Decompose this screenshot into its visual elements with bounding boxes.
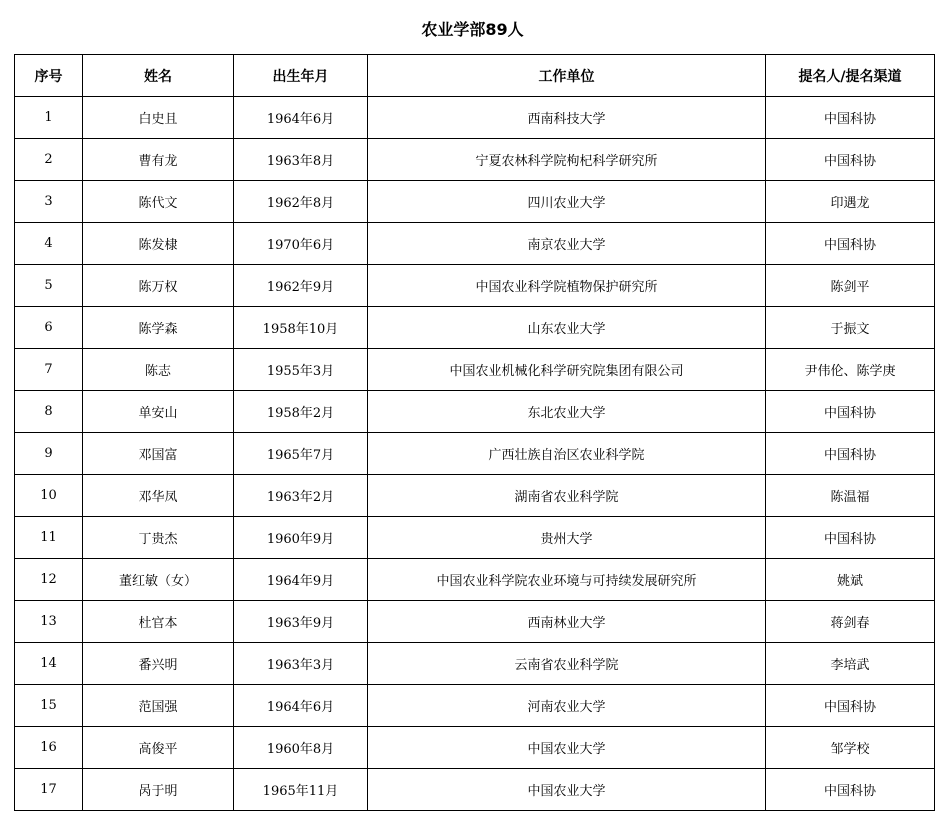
document-title: 农业学部89人 bbox=[421, 20, 524, 39]
cell-name: 邓华凤 bbox=[83, 475, 234, 517]
table-row bbox=[15, 97, 935, 139]
cell-birth: 1960年9月 bbox=[234, 517, 368, 559]
cell-name: 单安山 bbox=[83, 391, 234, 433]
cell-nominator: 尹伟伦、陈学庚 bbox=[766, 349, 935, 391]
cell-name: 白史且 bbox=[83, 97, 234, 139]
cell-unit: 中国农业大学 bbox=[368, 727, 766, 769]
cell-nominator: 陈温福 bbox=[766, 475, 935, 517]
table-row bbox=[15, 559, 935, 601]
header-index: 序号 bbox=[15, 55, 83, 97]
cell-index: 13 bbox=[15, 601, 83, 643]
cell-index: 11 bbox=[15, 517, 83, 559]
cell-unit: 宁夏农林科学院枸杞科学研究所 bbox=[368, 139, 766, 181]
cell-nominator: 中国科协 bbox=[766, 97, 935, 139]
cell-index: 9 bbox=[15, 433, 83, 475]
cell-nominator: 于振文 bbox=[766, 307, 935, 349]
cell-unit: 东北农业大学 bbox=[368, 391, 766, 433]
cell-index: 10 bbox=[15, 475, 83, 517]
table-row bbox=[15, 601, 935, 643]
cell-birth: 1963年8月 bbox=[234, 139, 368, 181]
cell-birth: 1960年8月 bbox=[234, 727, 368, 769]
cell-unit: 中国农业科学院农业环境与可持续发展研究所 bbox=[368, 559, 766, 601]
table-body bbox=[15, 97, 935, 811]
cell-birth: 1970年6月 bbox=[234, 223, 368, 265]
cell-name: 高俊平 bbox=[83, 727, 234, 769]
cell-nominator: 蒋剑春 bbox=[766, 601, 935, 643]
table-row bbox=[15, 307, 935, 349]
cell-index: 2 bbox=[15, 139, 83, 181]
cell-name: 陈代文 bbox=[83, 181, 234, 223]
cell-index: 1 bbox=[15, 97, 83, 139]
table-row bbox=[15, 643, 935, 685]
header-birth: 出生年月 bbox=[234, 55, 368, 97]
cell-index: 4 bbox=[15, 223, 83, 265]
table-row bbox=[15, 349, 935, 391]
cell-birth: 1964年6月 bbox=[234, 97, 368, 139]
table-row bbox=[15, 769, 935, 811]
cell-name: 陈志 bbox=[83, 349, 234, 391]
cell-unit: 广西壮族自治区农业科学院 bbox=[368, 433, 766, 475]
cell-unit: 河南农业大学 bbox=[368, 685, 766, 727]
table-header-row bbox=[15, 55, 935, 97]
cell-nominator: 中国科协 bbox=[766, 391, 935, 433]
cell-unit: 云南省农业科学院 bbox=[368, 643, 766, 685]
cell-nominator: 中国科协 bbox=[766, 223, 935, 265]
cell-unit: 南京农业大学 bbox=[368, 223, 766, 265]
cell-nominator: 中国科协 bbox=[766, 139, 935, 181]
cell-index: 15 bbox=[15, 685, 83, 727]
cell-index: 17 bbox=[15, 769, 83, 811]
cell-index: 7 bbox=[15, 349, 83, 391]
header-name: 姓名 bbox=[83, 55, 234, 97]
cell-name: 董红敏（女） bbox=[83, 559, 234, 601]
cell-index: 16 bbox=[15, 727, 83, 769]
cell-nominator: 中国科协 bbox=[766, 517, 935, 559]
cell-name: 杜官本 bbox=[83, 601, 234, 643]
cell-birth: 1965年11月 bbox=[234, 769, 368, 811]
table-row bbox=[15, 475, 935, 517]
cell-name: 陈万权 bbox=[83, 265, 234, 307]
cell-nominator: 中国科协 bbox=[766, 433, 935, 475]
cell-unit: 四川农业大学 bbox=[368, 181, 766, 223]
table-row bbox=[15, 223, 935, 265]
cell-unit: 山东农业大学 bbox=[368, 307, 766, 349]
cell-birth: 1963年9月 bbox=[234, 601, 368, 643]
cell-nominator: 陈剑平 bbox=[766, 265, 935, 307]
cell-birth: 1964年6月 bbox=[234, 685, 368, 727]
cell-nominator: 中国科协 bbox=[766, 685, 935, 727]
table-row bbox=[15, 265, 935, 307]
cell-nominator: 邹学校 bbox=[766, 727, 935, 769]
table-row bbox=[15, 517, 935, 559]
cell-unit: 中国农业大学 bbox=[368, 769, 766, 811]
cell-nominator: 印遇龙 bbox=[766, 181, 935, 223]
cell-name: 曹有龙 bbox=[83, 139, 234, 181]
cell-birth: 1962年8月 bbox=[234, 181, 368, 223]
cell-name: 邓国富 bbox=[83, 433, 234, 475]
cell-name: 陈发棣 bbox=[83, 223, 234, 265]
roster-table bbox=[14, 54, 935, 811]
cell-birth: 1958年10月 bbox=[234, 307, 368, 349]
table-row bbox=[15, 685, 935, 727]
cell-name: 陈学森 bbox=[83, 307, 234, 349]
header-nominator: 提名人/提名渠道 bbox=[766, 55, 935, 97]
cell-index: 8 bbox=[15, 391, 83, 433]
table-row bbox=[15, 181, 935, 223]
cell-unit: 西南科技大学 bbox=[368, 97, 766, 139]
cell-name: 番兴明 bbox=[83, 643, 234, 685]
cell-index: 6 bbox=[15, 307, 83, 349]
cell-nominator: 李培武 bbox=[766, 643, 935, 685]
cell-birth: 1958年2月 bbox=[234, 391, 368, 433]
table-row bbox=[15, 727, 935, 769]
cell-name: 范国强 bbox=[83, 685, 234, 727]
cell-birth: 1963年3月 bbox=[234, 643, 368, 685]
table-row bbox=[15, 391, 935, 433]
cell-unit: 西南林业大学 bbox=[368, 601, 766, 643]
cell-index: 5 bbox=[15, 265, 83, 307]
cell-birth: 1965年7月 bbox=[234, 433, 368, 475]
header-unit: 工作单位 bbox=[368, 55, 766, 97]
cell-birth: 1963年2月 bbox=[234, 475, 368, 517]
cell-unit: 湖南省农业科学院 bbox=[368, 475, 766, 517]
cell-name: 呙于明 bbox=[83, 769, 234, 811]
cell-name: 丁贵杰 bbox=[83, 517, 234, 559]
cell-unit: 中国农业机械化科学研究院集团有限公司 bbox=[368, 349, 766, 391]
cell-index: 12 bbox=[15, 559, 83, 601]
cell-birth: 1955年3月 bbox=[234, 349, 368, 391]
cell-unit: 中国农业科学院植物保护研究所 bbox=[368, 265, 766, 307]
cell-index: 14 bbox=[15, 643, 83, 685]
cell-nominator: 姚斌 bbox=[766, 559, 935, 601]
table-row bbox=[15, 433, 935, 475]
cell-birth: 1962年9月 bbox=[234, 265, 368, 307]
cell-unit: 贵州大学 bbox=[368, 517, 766, 559]
cell-index: 3 bbox=[15, 181, 83, 223]
cell-birth: 1964年9月 bbox=[234, 559, 368, 601]
table-row bbox=[15, 139, 935, 181]
cell-nominator: 中国科协 bbox=[766, 769, 935, 811]
